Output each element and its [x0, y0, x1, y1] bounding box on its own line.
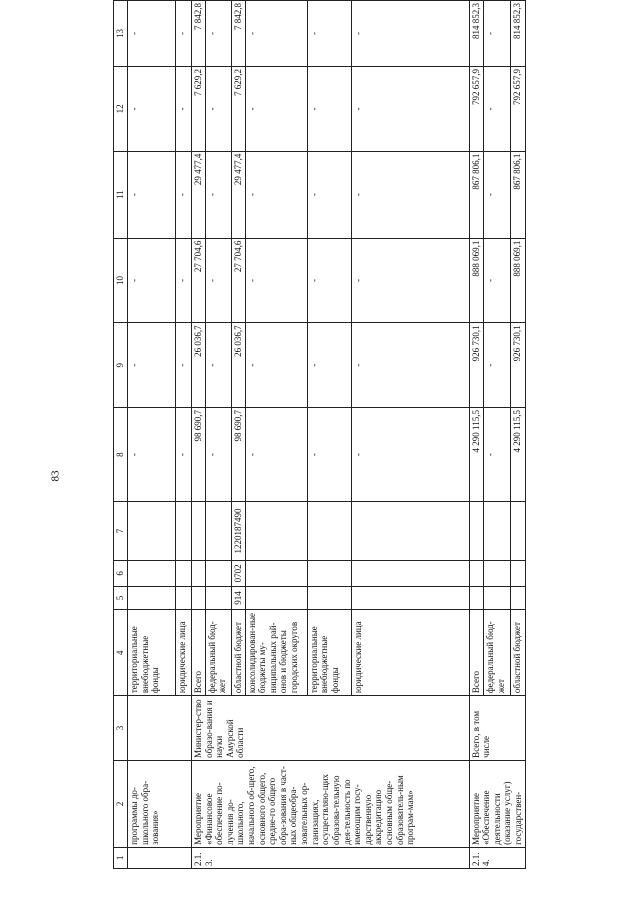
cell-funding-source: Всего	[469, 610, 483, 696]
cell-value: -	[307, 1, 351, 67]
cell-value: 7 842,8	[231, 1, 245, 67]
cell-value: 26 036,7	[231, 323, 245, 408]
cell-value: -	[128, 66, 176, 151]
cell-value: 814 852,3	[469, 1, 483, 67]
cell-value: -	[483, 323, 510, 408]
cell-col7	[176, 502, 192, 561]
cell-value: -	[245, 238, 307, 323]
cell-col7	[307, 502, 351, 561]
cell-activity-name: Мероприятие «Финансовое обеспечение по-лучения до-школьного, начального об-щего, основного общего, средне-го общего обра-зования в част-ных общеобра-зовательных ор-ганизациях, осуществляю-щих образова-тельную дея-тельность по имеющим госу-дарственную аккредитацию основным обще-образователь-ным програм-мам»	[192, 760, 470, 847]
header-cell: 6	[114, 560, 128, 586]
budget-table	[113, 0, 526, 869]
cell-value: -	[351, 408, 469, 502]
cell-col7	[245, 502, 307, 561]
header-cell: 8	[114, 408, 128, 502]
cell-value: 926 730,1	[469, 323, 483, 408]
cell-value: -	[205, 323, 231, 408]
cell-value: -	[307, 408, 351, 502]
cell-item-number: 2.1.3.	[192, 847, 470, 868]
table-row	[128, 1, 176, 869]
cell-value: -	[176, 66, 192, 151]
cell-value: 27 704,6	[231, 238, 245, 323]
cell-value: -	[307, 238, 351, 323]
cell-value: -	[205, 408, 231, 502]
cell-col7: 1220187490	[231, 502, 245, 561]
cell-value: -	[128, 238, 176, 323]
cell-col6: 0702	[231, 560, 245, 586]
cell-item-number: 2.1.4.	[469, 847, 525, 868]
cell-funding-source: юридические лица	[351, 610, 469, 696]
cell-col7	[483, 502, 510, 561]
cell-funding-source: территориальные внебюджетные фонды	[307, 610, 351, 696]
header-cell: 3	[114, 696, 128, 761]
table-row	[192, 1, 206, 869]
cell-executor: Министер-ство образо-вания и науки Амурской области	[192, 696, 470, 761]
header-cell: 7	[114, 502, 128, 561]
cell-value: 98 690,7	[231, 408, 245, 502]
cell-col6	[192, 560, 206, 586]
cell-col5	[351, 586, 469, 610]
cell-activity-name: Мероприятие «Обеспечение деятельности (оказание услуг) государствен-	[469, 760, 525, 847]
cell-col7	[192, 502, 206, 561]
cell-value: -	[351, 1, 469, 67]
cell-value: -	[351, 323, 469, 408]
cell-value: -	[483, 66, 510, 151]
cell-item-number	[128, 847, 192, 868]
cell-funding-source: федеральный бюд-жет	[205, 610, 231, 696]
cell-col7	[511, 502, 525, 561]
header-cell: 2	[114, 760, 128, 847]
header-cell: 4	[114, 610, 128, 696]
cell-col5	[205, 586, 231, 610]
cell-value: -	[483, 151, 510, 238]
rotated-page	[113, 0, 524, 869]
cell-col6	[351, 560, 469, 586]
cell-col5	[307, 586, 351, 610]
cell-col5	[192, 586, 206, 610]
cell-value: -	[245, 323, 307, 408]
cell-col5: 914	[231, 586, 245, 610]
cell-funding-source: территориальные внебюджетные фонды	[128, 610, 176, 696]
cell-activity-name: программы до-школьного обра-зования»	[128, 760, 192, 847]
cell-value: -	[205, 238, 231, 323]
cell-value: 867 806,1	[469, 151, 483, 238]
header-row	[114, 1, 128, 869]
header-cell: 13	[114, 1, 128, 67]
cell-col5	[511, 586, 525, 610]
cell-value: -	[245, 408, 307, 502]
cell-value: -	[351, 151, 469, 238]
cell-value: -	[205, 66, 231, 151]
cell-col6	[483, 560, 510, 586]
cell-value: 814 852,3	[511, 1, 525, 67]
cell-value: 7 629,2	[192, 66, 206, 151]
cell-value: -	[176, 323, 192, 408]
cell-value: -	[307, 151, 351, 238]
cell-value: -	[483, 408, 510, 502]
cell-value: 98 690,7	[192, 408, 206, 502]
header-cell: 11	[114, 151, 128, 238]
cell-value: -	[176, 1, 192, 67]
cell-col6	[176, 560, 192, 586]
cell-col6	[205, 560, 231, 586]
cell-value: 27 704,6	[192, 238, 206, 323]
cell-value: -	[176, 151, 192, 238]
cell-col5	[245, 586, 307, 610]
cell-value: -	[245, 1, 307, 67]
cell-value: -	[483, 238, 510, 323]
cell-value: 7 629,2	[231, 66, 245, 151]
cell-value: -	[307, 323, 351, 408]
cell-value: -	[245, 66, 307, 151]
cell-col6	[511, 560, 525, 586]
cell-value: -	[307, 66, 351, 151]
header-cell: 1	[114, 847, 128, 868]
cell-value: 867 806,1	[511, 151, 525, 238]
cell-executor	[128, 696, 192, 761]
cell-col5	[483, 586, 510, 610]
cell-value: 888 069,1	[511, 238, 525, 323]
cell-funding-source: консолидирован-ные бюджеты му-ниципальных рай-онов и бюджеты городских округов	[245, 610, 307, 696]
table-frame	[113, 0, 524, 905]
cell-value: -	[176, 238, 192, 323]
cell-col7	[351, 502, 469, 561]
cell-value: -	[128, 151, 176, 238]
header-cell: 9	[114, 323, 128, 408]
cell-value: -	[128, 323, 176, 408]
cell-value: 926 730,1	[511, 323, 525, 408]
cell-value: -	[205, 151, 231, 238]
cell-col7	[205, 502, 231, 561]
cell-value: -	[176, 408, 192, 502]
table-row	[469, 1, 483, 869]
cell-col6	[469, 560, 483, 586]
cell-value: 29 477,4	[192, 151, 206, 238]
cell-value: -	[128, 408, 176, 502]
cell-funding-source: юридические лица	[176, 610, 192, 696]
cell-value: 4 290 115,5	[511, 408, 525, 502]
cell-value: -	[351, 238, 469, 323]
cell-value: 792 657,9	[511, 66, 525, 151]
cell-executor: Всего, в том числе	[469, 696, 525, 761]
page-number: 83	[49, 470, 62, 482]
cell-value: -	[483, 1, 510, 67]
cell-col5	[128, 586, 176, 610]
cell-col7	[128, 502, 176, 561]
header-cell: 10	[114, 238, 128, 323]
cell-col5	[469, 586, 483, 610]
cell-value: 888 069,1	[469, 238, 483, 323]
header-cell: 5	[114, 586, 128, 610]
cell-value: -	[128, 1, 176, 67]
cell-col7	[469, 502, 483, 561]
cell-value: 792 657,9	[469, 66, 483, 151]
header-cell: 12	[114, 66, 128, 151]
cell-value: -	[205, 1, 231, 67]
cell-value: -	[351, 66, 469, 151]
cell-col6	[128, 560, 176, 586]
cell-value: 4 290 115,5	[469, 408, 483, 502]
cell-value: 26 036,7	[192, 323, 206, 408]
cell-funding-source: Всего	[192, 610, 206, 696]
cell-col6	[307, 560, 351, 586]
cell-value: 29 477,4	[231, 151, 245, 238]
cell-funding-source: областной бюджет	[231, 610, 245, 696]
cell-value: -	[245, 151, 307, 238]
cell-funding-source: областной бюджет	[511, 610, 525, 696]
cell-col5	[176, 586, 192, 610]
cell-funding-source: федеральный бюд-жет	[483, 610, 510, 696]
cell-value: 7 842,8	[192, 1, 206, 67]
cell-col6	[245, 560, 307, 586]
